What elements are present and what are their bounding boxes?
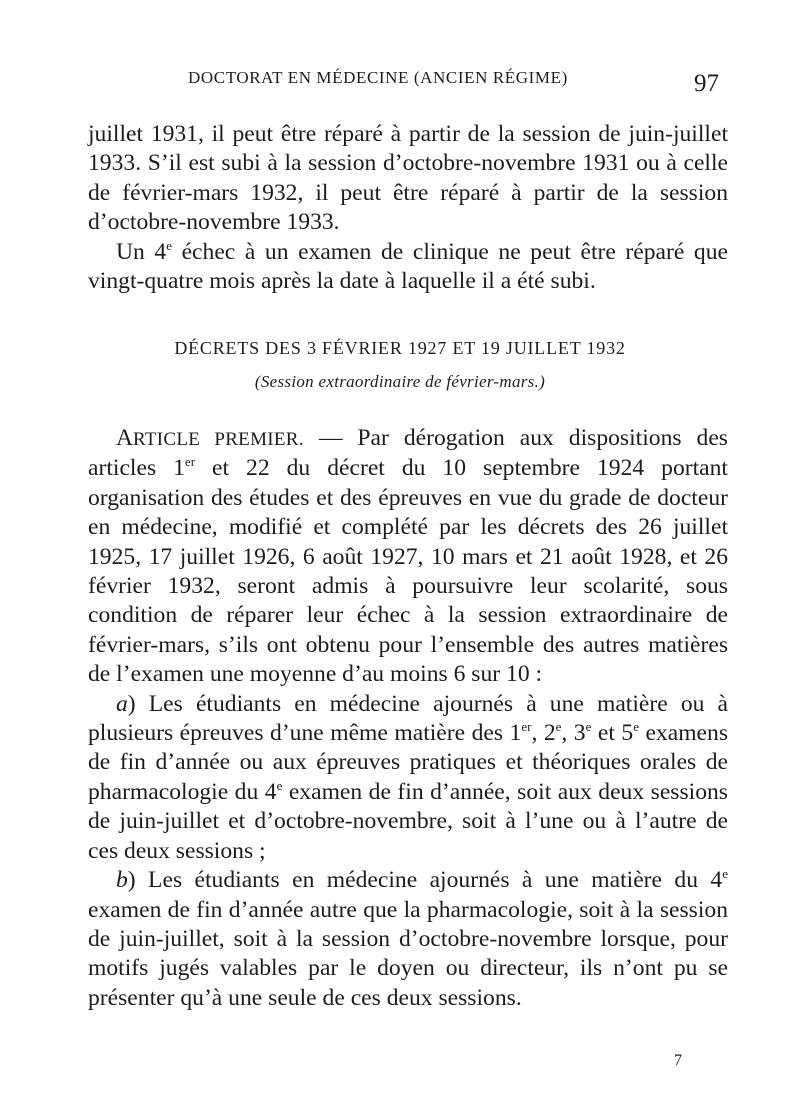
article-lead-small-caps: RTICLE PREMIER. bbox=[133, 429, 304, 450]
article-lead-capital: A bbox=[116, 425, 134, 451]
text-run: — Par dérogation aux dispositions des articles 1 bbox=[88, 425, 728, 482]
article-body bbox=[88, 424, 728, 1013]
text-run: échec à un examen de clinique ne peut être réparé que vingt-quatre mois après la date à laquelle il a été subi. bbox=[88, 238, 728, 295]
continuation-text bbox=[88, 120, 728, 296]
text-run: Un 4 bbox=[116, 238, 167, 265]
superscript: e bbox=[585, 719, 592, 735]
superscript: er bbox=[184, 454, 196, 470]
article-premier-paragraph bbox=[88, 424, 728, 690]
fourth-failure-paragraph bbox=[88, 238, 728, 297]
superscript: e bbox=[166, 237, 172, 253]
text-run: et 22 du décret du 10 septembre 1924 portant organisation des études et des épreuves en vue du grade de docteur en médecine, modifié et complété par les décrets des 26 juillet 1925, 17 juillet 1926, 6 août 1927, 10 mars et 21 août 1928, et 26 février 1932, seront admis à poursuivre leur scolarité, sous condition de réparer leur échec à la session extraordinaire de février-mars, s’ils ont obtenu pour l’ensemble des autres matières de l’examen une moyenne d’au moins 6 sur 10 : bbox=[88, 455, 728, 688]
item-letter: b bbox=[116, 867, 128, 894]
item-letter: a bbox=[116, 690, 128, 717]
signature-mark: 7 bbox=[674, 1052, 682, 1069]
text-run: , 2 bbox=[531, 720, 556, 747]
superscript: e bbox=[633, 719, 639, 735]
superscript: e bbox=[276, 777, 283, 793]
page-number: 97 bbox=[694, 70, 719, 97]
text-run: examen de fin d’année autre que la pharmacologie, soit à la session de juin-juillet, soit à la session d’octobre-novembre lorsque, pour motifs jugés valables par le doyen ou directeur, ils n’ont pu se présenter qu’à une seule de ces deux sessions. bbox=[88, 896, 728, 1011]
decree-subtitle: (Session extraordinaire de février-mars.) bbox=[254, 372, 546, 391]
superscript: e bbox=[555, 719, 562, 735]
text-run: et 5 bbox=[591, 720, 634, 747]
text-run: , 3 bbox=[561, 720, 586, 747]
text-run: examen de fin d’année, soit aux deux sessions de juin-juillet et d’octobre-novembre, soit à l’une ou à l’autre de ces deux sessions ; bbox=[88, 778, 728, 864]
decree-title: DÉCRETS DES 3 FÉVRIER 1927 ET 19 JUILLET 1932 bbox=[174, 338, 626, 358]
superscript: e bbox=[722, 866, 728, 882]
item-a-paragraph bbox=[88, 690, 728, 866]
item-b-paragraph bbox=[88, 866, 728, 1013]
text-run: ) Les étudiants en médecine ajournés à une matière du 4 bbox=[127, 867, 723, 894]
text-run: ) Les étudiants en médecine ajournés à une matière ou à plusieurs épreuves d’une même matière des 1 bbox=[88, 690, 728, 747]
continuation-paragraph: juillet 1931, il peut être réparé à partir de la session de juin-juillet 1933. S’il est subi à la session d’octobre-novembre 1931 ou à celle de février-mars 1932, il peut être réparé à partir de la session d’octobre-novembre 1933. bbox=[88, 121, 728, 236]
text-run: examens de fin d’année ou aux épreuves pratiques et théoriques orales de pharmacologie du 4 bbox=[88, 720, 729, 805]
superscript: er bbox=[521, 719, 532, 735]
running-head: DOCTORAT EN MÉDECINE (ANCIEN RÉGIME) bbox=[188, 68, 568, 87]
